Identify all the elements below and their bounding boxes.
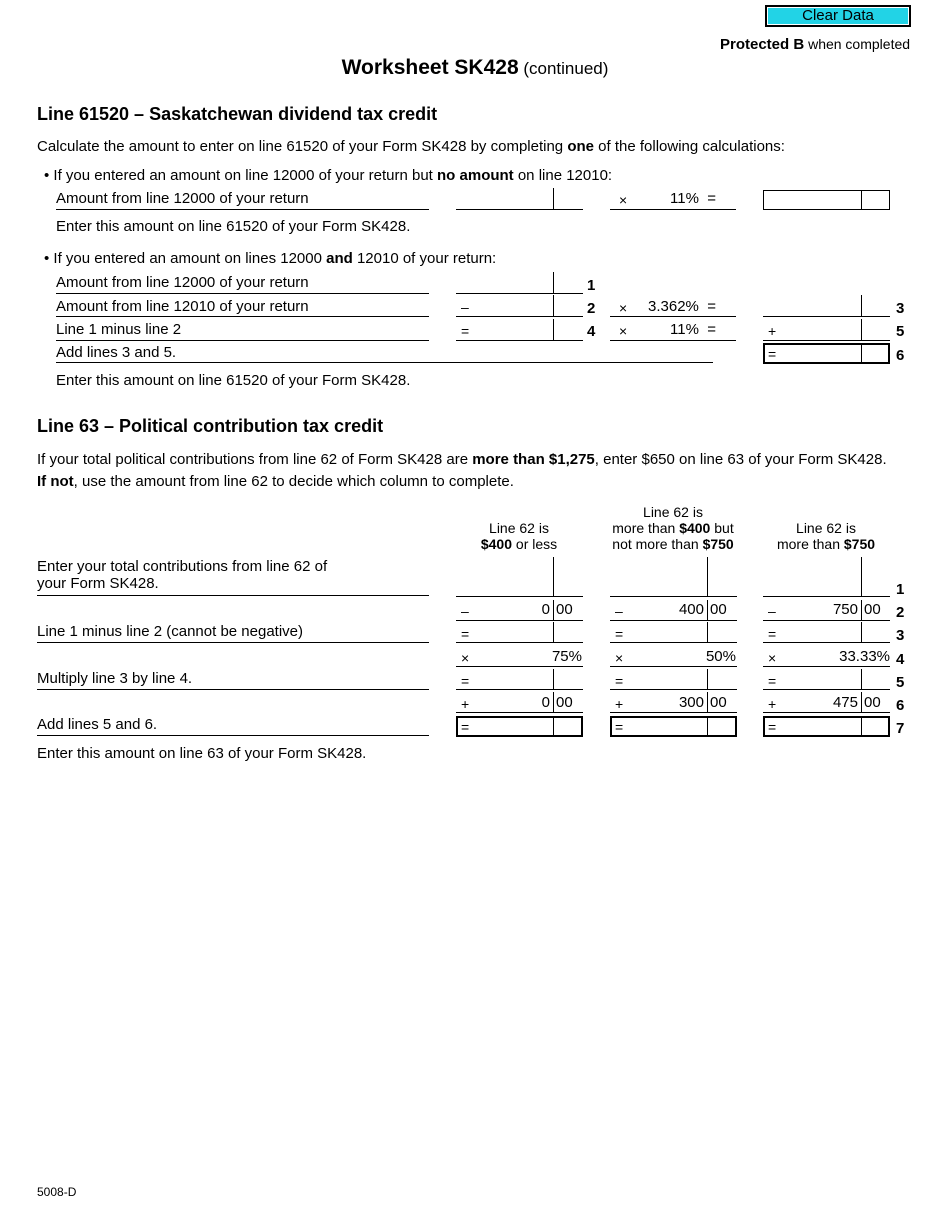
- b2-row2-label: Amount from line 12010 of your return: [56, 298, 309, 315]
- section1-heading: Line 61520 – Saskatchewan dividend tax credit: [37, 104, 438, 124]
- cents-divider: [707, 669, 708, 690]
- cents-divider: [861, 716, 862, 737]
- b2-row3-label: Line 1 minus line 2: [56, 321, 182, 338]
- cents-divider: [861, 343, 862, 364]
- col2-line2-dollars: 400: [678, 601, 704, 618]
- cents-divider: [861, 190, 862, 210]
- cents-divider: [553, 669, 554, 690]
- col3-line2-cents: 00: [864, 601, 881, 618]
- cents-divider: [707, 600, 708, 621]
- multiply-sign: ×: [619, 192, 628, 208]
- cents-divider: [707, 692, 708, 713]
- col3-line3-field[interactable]: [763, 622, 890, 643]
- cents-divider: [861, 622, 862, 643]
- line-number: 2: [896, 604, 905, 621]
- equals-sign: =: [768, 626, 777, 642]
- section2-heading: Line 63 – Political contribution tax credit: [37, 416, 384, 436]
- cents-divider: [861, 692, 862, 713]
- cents-divider: [553, 622, 554, 643]
- cents-divider: [707, 716, 708, 737]
- col2-line1-field[interactable]: [610, 557, 737, 597]
- col3-line7-field[interactable]: [763, 716, 890, 737]
- col2-line2-cents: 00: [710, 601, 727, 618]
- b2-line6-field[interactable]: [763, 343, 890, 364]
- b1-enter-text: Enter this amount on line 61520 of your Form SK428.: [56, 218, 411, 235]
- col1-line5-field[interactable]: [456, 669, 583, 690]
- line-number: 1: [587, 277, 596, 294]
- b2-line1-field[interactable]: [456, 272, 583, 294]
- line-number: 5: [896, 323, 905, 340]
- col1-line2-dollars: 0: [541, 601, 550, 618]
- row3-label: Line 1 minus line 2 (cannot be negative): [37, 623, 304, 640]
- row1-label: Enter your total contributions from line 62 of your Form SK428.: [37, 558, 328, 592]
- col3-line5-field[interactable]: [763, 669, 890, 690]
- cents-divider: [707, 622, 708, 643]
- divider: [56, 209, 429, 210]
- column1-header: Line 62 is $400 or less: [480, 520, 558, 552]
- divider: [37, 735, 429, 736]
- cents-divider: [861, 669, 862, 690]
- b2-row1-label: Amount from line 12000 of your return: [56, 274, 309, 291]
- cents-divider: [553, 188, 554, 210]
- col3-line6-dollars: 475: [832, 694, 858, 711]
- divider: [56, 316, 429, 317]
- multiply-sign: ×: [768, 650, 777, 666]
- cents-divider: [553, 319, 554, 341]
- divider: [37, 642, 429, 643]
- bullet1-text: • If you entered an amount on line 12000 of your return but no amount on line 12010:: [44, 167, 613, 184]
- cents-divider: [553, 557, 554, 597]
- cents-divider: [553, 716, 554, 737]
- divider: [37, 689, 429, 690]
- equals-sign: =: [615, 626, 624, 642]
- cents-divider: [861, 319, 862, 341]
- line-number: 3: [896, 300, 905, 317]
- bullet2-text: • If you entered an amount on lines 12000 and 12010 of your return:: [44, 250, 497, 267]
- multiply-sign: ×: [619, 323, 628, 339]
- b1-result-field[interactable]: [763, 190, 890, 210]
- section2-para2: If not, use the amount from line 62 to decide which column to complete.: [37, 473, 514, 490]
- divider: [610, 209, 736, 210]
- col3-line1-field[interactable]: [763, 557, 890, 597]
- equals-sign: =: [768, 673, 777, 689]
- line-number: 4: [587, 323, 596, 340]
- col3-line6-cents: 00: [864, 694, 881, 711]
- row5-label: Multiply line 3 by line 4.: [37, 670, 193, 687]
- equals-sign: =: [461, 626, 470, 642]
- col1-line3-field[interactable]: [456, 622, 583, 643]
- cents-divider: [553, 295, 554, 317]
- multiply-sign: ×: [461, 650, 470, 666]
- col1-line2-cents: 00: [556, 601, 573, 618]
- divider: [610, 340, 736, 341]
- b2-line5-field[interactable]: [763, 319, 890, 341]
- divider: [610, 316, 736, 317]
- clear-data-button[interactable]: Clear Data: [765, 5, 911, 27]
- section1-intro: Calculate the amount to enter on line 61520 of your Form SK428 by completing one of the following calculations:: [37, 138, 785, 155]
- b2-line3-field[interactable]: [763, 295, 890, 317]
- col1-line7-field[interactable]: [456, 716, 583, 737]
- col1-line6-dollars: 0: [541, 694, 550, 711]
- column2-header: Line 62 is more than $400 but not more than $750: [612, 504, 734, 552]
- row7-label: Add lines 5 and 6.: [37, 716, 158, 733]
- plus-sign: +: [461, 696, 470, 712]
- equals-sign: =: [461, 323, 470, 339]
- line-number: 6: [896, 347, 905, 364]
- b2-row2-rate: 3.362% =: [648, 298, 716, 315]
- column3-header: Line 62 is more than $750: [776, 520, 876, 552]
- cents-divider: [861, 295, 862, 317]
- col2-line5-field[interactable]: [610, 669, 737, 690]
- col3-line4-rate: 33.33%: [839, 648, 890, 665]
- section2-enter-text: Enter this amount on line 63 of your Form SK428.: [37, 745, 367, 762]
- b2-row3-rate: 11% =: [670, 321, 717, 338]
- col2-line7-field[interactable]: [610, 716, 737, 737]
- equals-sign: =: [768, 719, 777, 735]
- cents-divider: [861, 557, 862, 597]
- multiply-sign: ×: [619, 300, 628, 316]
- cents-divider: [553, 692, 554, 713]
- b1-amount-field[interactable]: [456, 188, 583, 210]
- plus-sign: +: [615, 696, 624, 712]
- cents-divider: [553, 272, 554, 294]
- line-number: 3: [896, 627, 905, 644]
- section2-para1: If your total political contributions from line 62 of Form SK428 are more than $1,275, enter $650 on line 63 of your Form SK428.: [37, 451, 887, 468]
- col2-line6-cents: 00: [710, 694, 727, 711]
- line-number: 7: [896, 720, 905, 737]
- plus-sign: +: [768, 323, 777, 339]
- divider: [56, 362, 713, 363]
- col1-line1-field[interactable]: [456, 557, 583, 597]
- cents-divider: [861, 600, 862, 621]
- page-title: Worksheet SK428 (continued): [341, 56, 609, 79]
- divider: [56, 340, 429, 341]
- minus-sign: –: [768, 603, 776, 619]
- col3-line2-dollars: 750: [832, 601, 858, 618]
- line-number: 6: [896, 697, 905, 714]
- equals-sign: =: [768, 346, 777, 362]
- equals-sign: =: [461, 719, 470, 735]
- b2-line2-field[interactable]: [456, 295, 583, 317]
- minus-sign: –: [461, 299, 469, 315]
- cents-divider: [707, 557, 708, 597]
- minus-sign: –: [461, 603, 469, 619]
- form-code: 5008-D: [37, 1185, 77, 1199]
- line-number: 4: [896, 651, 905, 668]
- equals-sign: =: [461, 673, 470, 689]
- divider: [37, 595, 429, 596]
- protected-b-label: Protected B when completed: [720, 36, 911, 53]
- b2-row4-label: Add lines 3 and 5.: [56, 344, 177, 361]
- line-number: 1: [896, 581, 905, 598]
- col2-line6-dollars: 300: [678, 694, 704, 711]
- line-number: 5: [896, 674, 905, 691]
- col1-line4-rate: 75%: [551, 648, 582, 665]
- minus-sign: –: [615, 603, 623, 619]
- b2-line4-field[interactable]: [456, 319, 583, 341]
- multiply-sign: ×: [615, 650, 624, 666]
- equals-sign: =: [615, 719, 624, 735]
- col2-line3-field[interactable]: [610, 622, 737, 643]
- col1-line6-cents: 00: [556, 694, 573, 711]
- b1-line-label: Amount from line 12000 of your return: [56, 190, 309, 207]
- divider: [56, 293, 429, 294]
- b1-rate: 11% =: [670, 190, 717, 207]
- plus-sign: +: [768, 696, 777, 712]
- cents-divider: [553, 600, 554, 621]
- b2-enter-text: Enter this amount on line 61520 of your Form SK428.: [56, 372, 411, 389]
- line-number: 2: [587, 300, 596, 317]
- col2-line4-rate: 50%: [705, 648, 736, 665]
- equals-sign: =: [615, 673, 624, 689]
